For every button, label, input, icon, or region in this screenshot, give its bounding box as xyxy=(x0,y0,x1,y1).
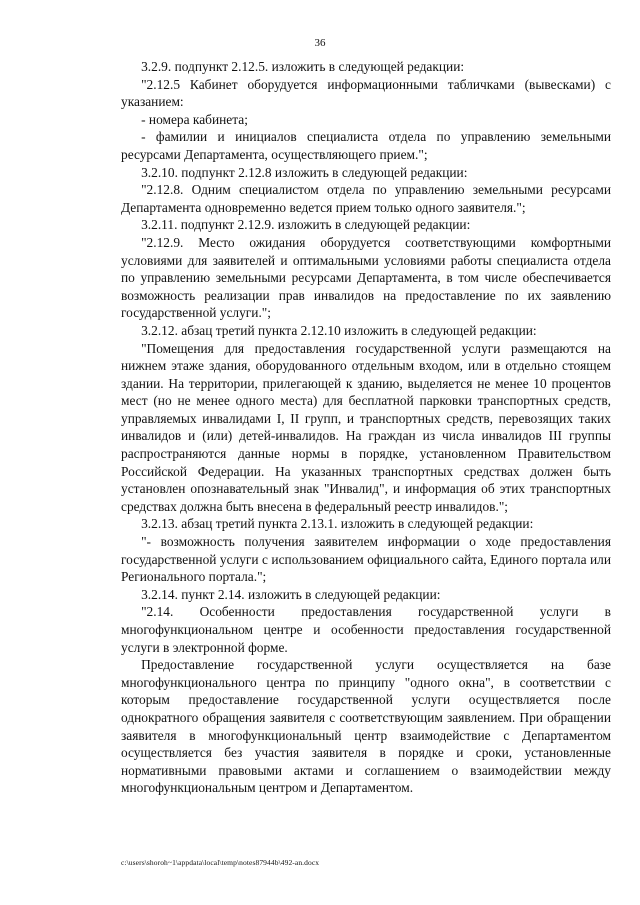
paragraph: 3.2.13. абзац третий пункта 2.13.1. изложить в следующей редакции: xyxy=(141,516,534,532)
paragraph: 3.2.14. пункт 2.14. изложить в следующей редакции: xyxy=(141,586,441,602)
paragraph: 3.2.10. подпункт 2.12.8 изложить в следующей редакции: xyxy=(141,164,468,180)
paragraph: 3.2.11. подпункт 2.12.9. изложить в следующей редакции: xyxy=(141,217,471,233)
document-body xyxy=(121,58,611,797)
page-number: 36 xyxy=(314,37,326,49)
paragraph: "2.14. Особенности предоставления государственной услуги в многофункциональном центре и особенности предоставления государственной услуги в электронной форме. xyxy=(121,604,611,655)
paragraph: 3.2.12. абзац третий пункта 2.12.10 изложить в следующей редакции: xyxy=(141,322,537,338)
paragraph: "- возможность получения заявителем информации о ходе предоставления государственной услуги с использованием официального сайта, Единого портала или Регионального портала."; xyxy=(121,534,611,585)
paragraph: Предоставление государственной услуги осуществляется на базе многофункционального центра по принципу "одного окна", в соответствии с которым предоставление государственной услуги осуществляется после однократного обращения заявителя с соответствующим заявлением. При обращении заявителя в многофункциональный центр взаимодействие с Департаментом осуществляется без участия заявителя в порядке и сроки, установленные нормативными правовыми актами и соглашением о взаимодействии между многофункциональным центром и Департаментом. xyxy=(121,657,611,796)
paragraph: 3.2.9. подпункт 2.12.5. изложить в следующей редакции: xyxy=(141,59,465,74)
paragraph: "2.12.9. Место ожидания оборудуется соответствующими комфортными условиями для заявителей и оптимальными условиями работы специалиста отдела по управлению земельными ресурсами Департамента, в том числе обеспечивается возможность реализации прав инвалидов на предоставление по их заявлению государственной услуги."; xyxy=(121,234,611,321)
paragraph: "2.12.8. Одним специалистом отдела по управлению земельными ресурсами Департамента одновременно ведется прием только одного заявителя."; xyxy=(121,182,611,215)
paragraph: "Помещения для предоставления государственной услуги размещаются на нижнем этаже здания, оборудованного отдельным входом, или в отдельно стоящем здании. На территории, прилегающей к зданию, выделяется не менее 10 процентов мест (но не менее одного места) для бесплатной парковки транспортных средств, управляемых инвалидами I, II групп, и транспортных средств, перевозящих таких инвалидов и (или) детей-инвалидов. На граждан из числа инвалидов III группы распространяются данные нормы в порядке, установленном Правительством Российской Федерации. На указанных транспортных средствах должен быть установлен опознавательный знак "Инвалид", и информация об этих транспортных средствах должна быть внесена в федеральный реестр инвалидов."; xyxy=(121,340,611,514)
paragraph: "2.12.5 Кабинет оборудуется информационными табличками (вывесками) с указанием: xyxy=(121,76,611,110)
paragraph: - номера кабинета; xyxy=(141,111,248,127)
footer-file-path: c:\users\shoroh~1\appdata\local\temp\notes87944b\492-an.docx xyxy=(121,858,320,867)
paragraph: - фамилии и инициалов специалиста отдела по управлению земельными ресурсами Департамента, осуществляющего прием."; xyxy=(121,129,611,162)
